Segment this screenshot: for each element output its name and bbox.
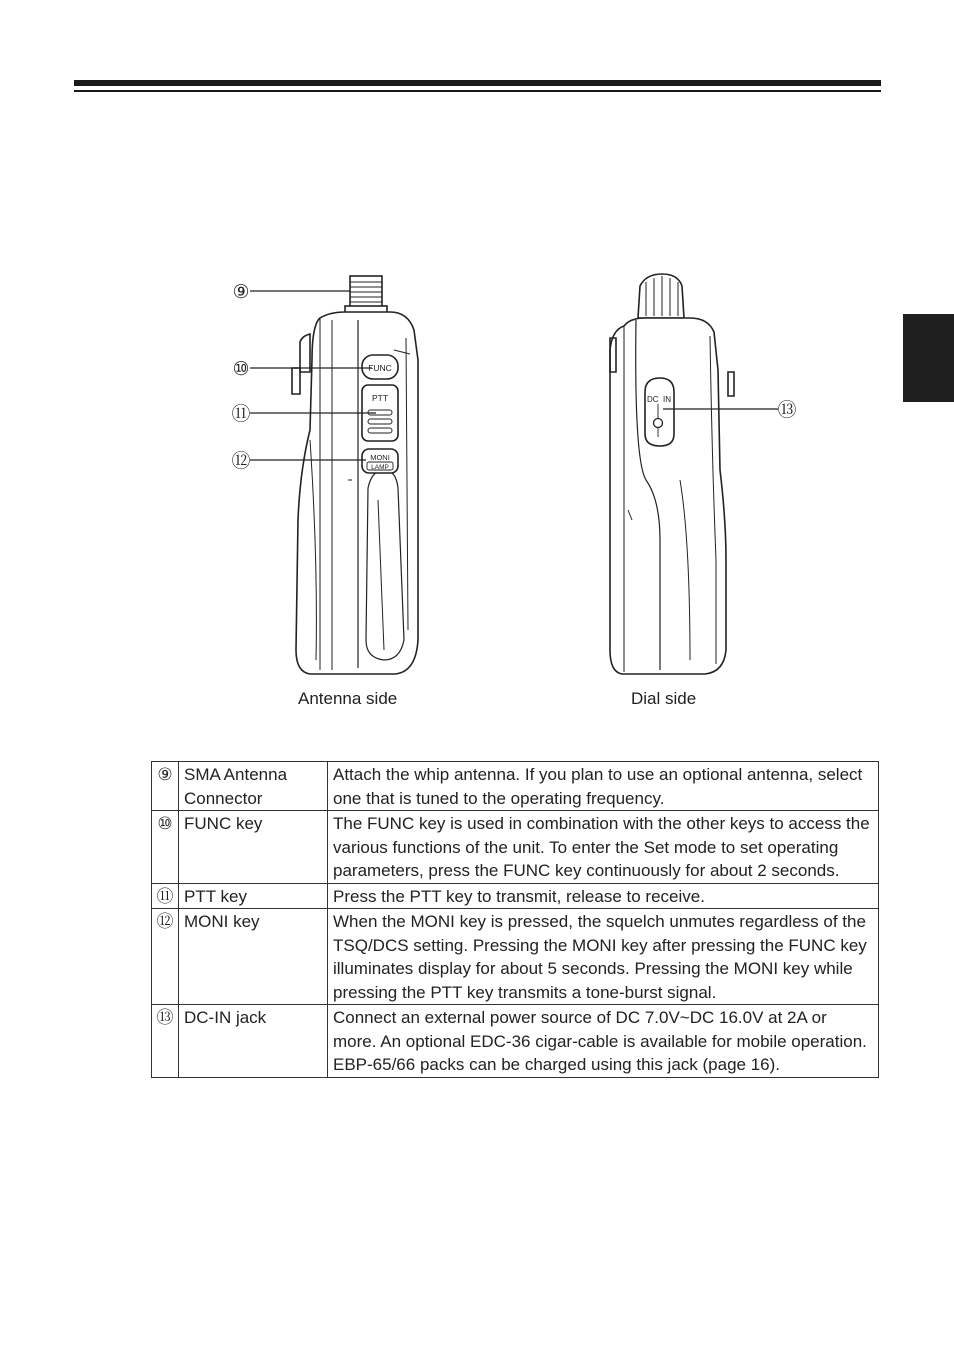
part-description: Press the PTT key to transmit, release to receive. (328, 883, 879, 909)
part-number: ⑩ (152, 811, 179, 884)
callout-12: ⑫ (231, 451, 251, 472)
moni-key-label: MONI (370, 453, 390, 462)
part-description: Attach the whip antenna. If you plan to use an optional antenna, select one that is tuned to the operating frequency. (328, 762, 879, 811)
part-name: SMA Antenna Connector (179, 762, 328, 811)
table-row (152, 883, 879, 909)
antenna-side-drawing (250, 276, 418, 674)
part-name: FUNC key (179, 811, 328, 884)
caption-dial-side: Dial side (631, 689, 697, 708)
callout-13: ⑬ (777, 400, 797, 421)
part-description: The FUNC key is used in combination with the other keys to access the various functions of the unit. To enter the Set mode to set operating parameters, press the FUNC key continuously for about 2 seconds. (328, 811, 879, 884)
part-number: ⑨ (152, 762, 179, 811)
part-number: ⑫ (152, 909, 179, 1005)
part-number: ⑬ (152, 1005, 179, 1078)
part-name: PTT key (179, 883, 328, 909)
func-key-label: FUNC (368, 363, 392, 373)
callout-11: ⑪ (231, 404, 251, 425)
dial-side-drawing (610, 274, 778, 674)
caption-antenna-side: Antenna side (298, 689, 398, 708)
ptt-key-label: PTT (371, 393, 389, 403)
volume-knob-icon (638, 274, 684, 318)
dc-in-label: DC IN (647, 395, 671, 404)
table-row (152, 762, 879, 811)
part-number: ⑪ (152, 883, 179, 909)
dc-in-jack-shape (645, 378, 674, 446)
part-name: MONI key (179, 909, 328, 1005)
callout-9: ⑨ (232, 282, 250, 303)
lamp-key-label: LAMP (371, 464, 389, 471)
table-row (152, 811, 879, 884)
callout-10: ⑩ (232, 359, 250, 380)
table-row (152, 1005, 879, 1078)
table-row (152, 909, 879, 1005)
part-description: When the MONI key is pressed, the squelch unmutes regardless of the TSQ/DCS setting. Pressing the MONI key after pressing the FUNC key illuminates display for about 5 seconds. Pressing the MONI key while pressing the PTT key transmits a tone-burst signal. (328, 909, 879, 1005)
part-name: DC-IN jack (179, 1005, 328, 1078)
part-description: Connect an external power source of DC 7.0V~DC 16.0V at 2A or more. An optional EDC-36 cigar-cable is available for mobile operation. EBP-65/66 packs can be charged using this jack (page 16). (328, 1005, 879, 1078)
parts-table (151, 761, 879, 1078)
